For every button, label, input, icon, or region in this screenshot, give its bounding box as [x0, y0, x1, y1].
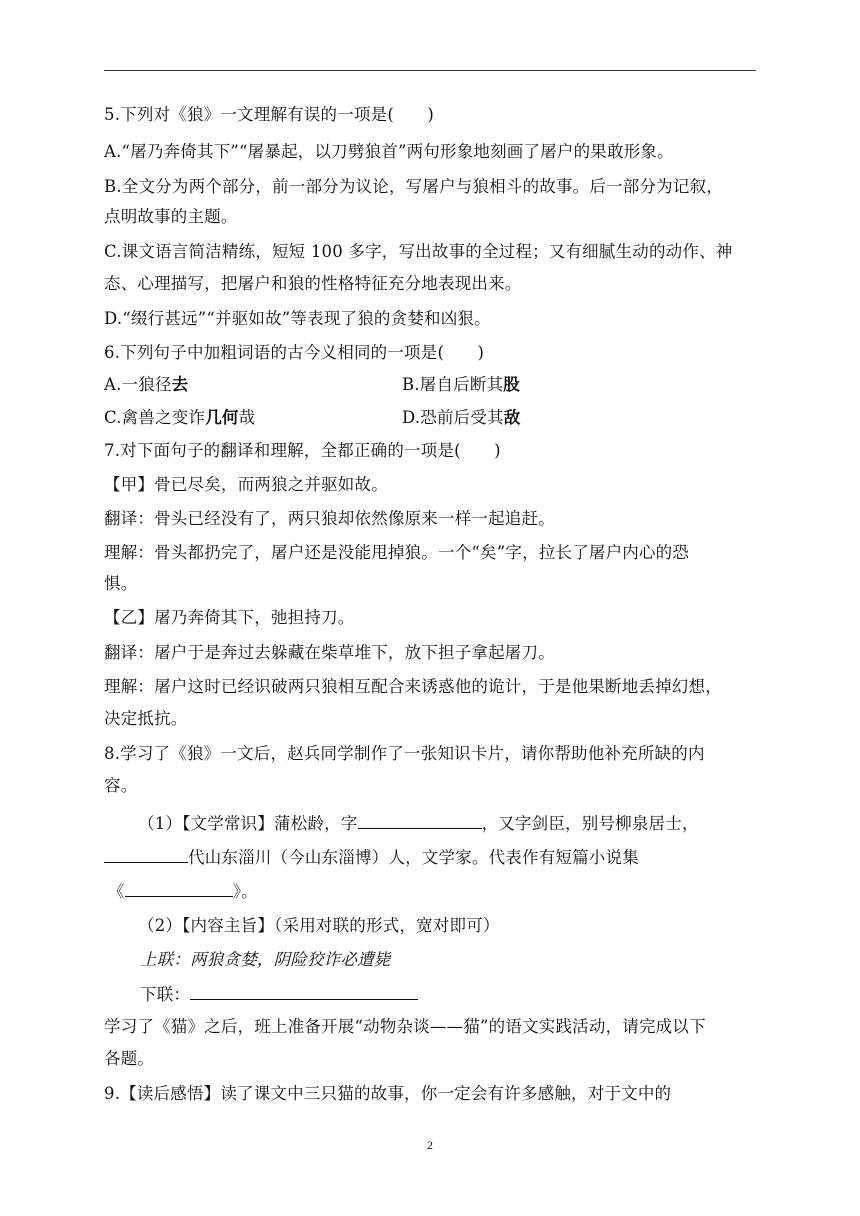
q6-option-a-text: A.一狼径: [104, 375, 172, 394]
q6-option-b-bold: 股: [503, 375, 520, 394]
q6-option-c-bold: 几何: [205, 408, 239, 427]
q8-part1-line3: [108, 880, 258, 903]
q8-couplet-lower-label: 下联：: [140, 985, 191, 1004]
q8-part1-suffix: ，又字剑臣，别号柳泉居士，: [481, 814, 699, 833]
page-number: 2: [427, 1138, 433, 1152]
q8-stem-line1: 8.学习了《狼》一文后，赵兵同学制作了一张知识卡片，请你帮助他补充所缺的内: [104, 744, 705, 763]
q8-couplet-lower: [140, 983, 418, 1006]
q6-option-d-bold: 敌: [503, 408, 521, 427]
q6-option-c-text: C.禽兽之变诈: [104, 408, 206, 427]
q6-option-d-text: D.恐前后受其: [402, 408, 504, 427]
q5-option-c-line1: C.课文语言简洁精练，短短 100 多字，写出故事的全过程；又有细腻生动的动作、神: [104, 242, 733, 261]
q7-jia-sentence: 【甲】骨已尽矣，而两狼之并驱如故。: [104, 475, 388, 494]
q8-collection-blank[interactable]: [125, 880, 233, 897]
q8-stem-line2: 容。: [104, 776, 138, 795]
q7-stem: 7.对下面句子的翻译和理解，全都正确的一项是( ): [104, 441, 501, 460]
header-rule: [104, 70, 756, 71]
q6-option-d: [402, 407, 521, 429]
q8-part1-line2: [104, 846, 639, 869]
q5-option-b-line1: B.全文分为两个部分，前一部分为议论，写屠户与狼相斗的故事。后一部分为记叙，: [104, 177, 723, 196]
q6-option-c-tail: 哉: [238, 408, 256, 427]
q6-option-a: [104, 374, 188, 396]
q7-yi-understanding-line1: 理解：屠户这时已经识破两只狼相互配合来诱惑他的诡计，于是他果断地丢掉幻想，: [104, 677, 722, 696]
q9-stem-line1: 9.【读后感悟】读了课文中三只猫的故事，你一定会有许多感触，对于文中的: [104, 1084, 672, 1103]
cat-intro-line2: 各题。: [104, 1049, 155, 1068]
q6-option-a-bold: 去: [171, 375, 189, 394]
q6-stem: 6.下列句子中加粗词语的古今义相同的一项是( ): [104, 343, 485, 362]
q6-option-c: [104, 407, 255, 429]
q8-book-open: 《: [108, 882, 125, 901]
q7-yi-understanding-line2: 决定抵抗。: [104, 709, 188, 728]
q5-option-d: D.“缀行甚远”“并驱如故”等表现了狼的贪婪和凶狠。: [104, 309, 491, 328]
q5-option-a: A.“屠乃奔倚其下”“屠暴起，以刀劈狼首”两句形象地刻画了屠户的果敢形象。: [104, 142, 674, 161]
q8-part1-line2-text: 代山东淄川（今山东淄博）人，文学家。代表作有短篇小说集: [188, 848, 639, 867]
q7-jia-understanding-line2: 惧。: [104, 574, 138, 593]
q7-yi-sentence: 【乙】屠乃奔倚其下，弛担持刀。: [104, 608, 355, 627]
q7-jia-translation: 翻译：骨头已经没有了，两只狼却依然像原来一样一起追赶。: [104, 509, 555, 528]
q8-part1-prefix: （1）【文学常识】蒲松龄，字: [138, 814, 358, 833]
q8-part2: （2）【内容主旨】（采用对联的形式，宽对即可）: [138, 916, 500, 935]
q8-book-close: 》。: [232, 882, 258, 901]
q6-option-b-text: B.屠自后断其: [402, 375, 504, 394]
q7-yi-translation: 翻译：屠户于是奔过去躲藏在柴草堆下，放下担子拿起屠刀。: [104, 643, 555, 662]
q8-part1-line1: [138, 812, 699, 835]
q8-couplet-upper: 上联：两狼贪婪，阴险狡诈必遭毙: [140, 950, 391, 969]
q5-option-c-line2: 态、心理描写，把屠户和狼的性格特征充分地表现出来。: [104, 274, 522, 293]
q8-courtesy-name-blank[interactable]: [358, 812, 482, 829]
q8-couplet-lower-blank[interactable]: [190, 983, 418, 1000]
q8-dynasty-blank[interactable]: [104, 846, 188, 863]
q5-option-b-line2: 点明故事的主题。: [104, 207, 238, 226]
q6-option-b: [402, 374, 520, 396]
cat-intro-line1: 学习了《猫》之后，班上准备开展“动物杂谈——猫”的语文实践活动，请完成以下: [104, 1017, 706, 1036]
q7-jia-understanding-line1: 理解：骨头都扔完了，屠户还是没能甩掉狼。一个“矣”字，拉长了屠户内心的恐: [104, 543, 690, 562]
q5-stem: 5.下列对《狼》一文理解有误的一项是( ): [104, 105, 435, 124]
